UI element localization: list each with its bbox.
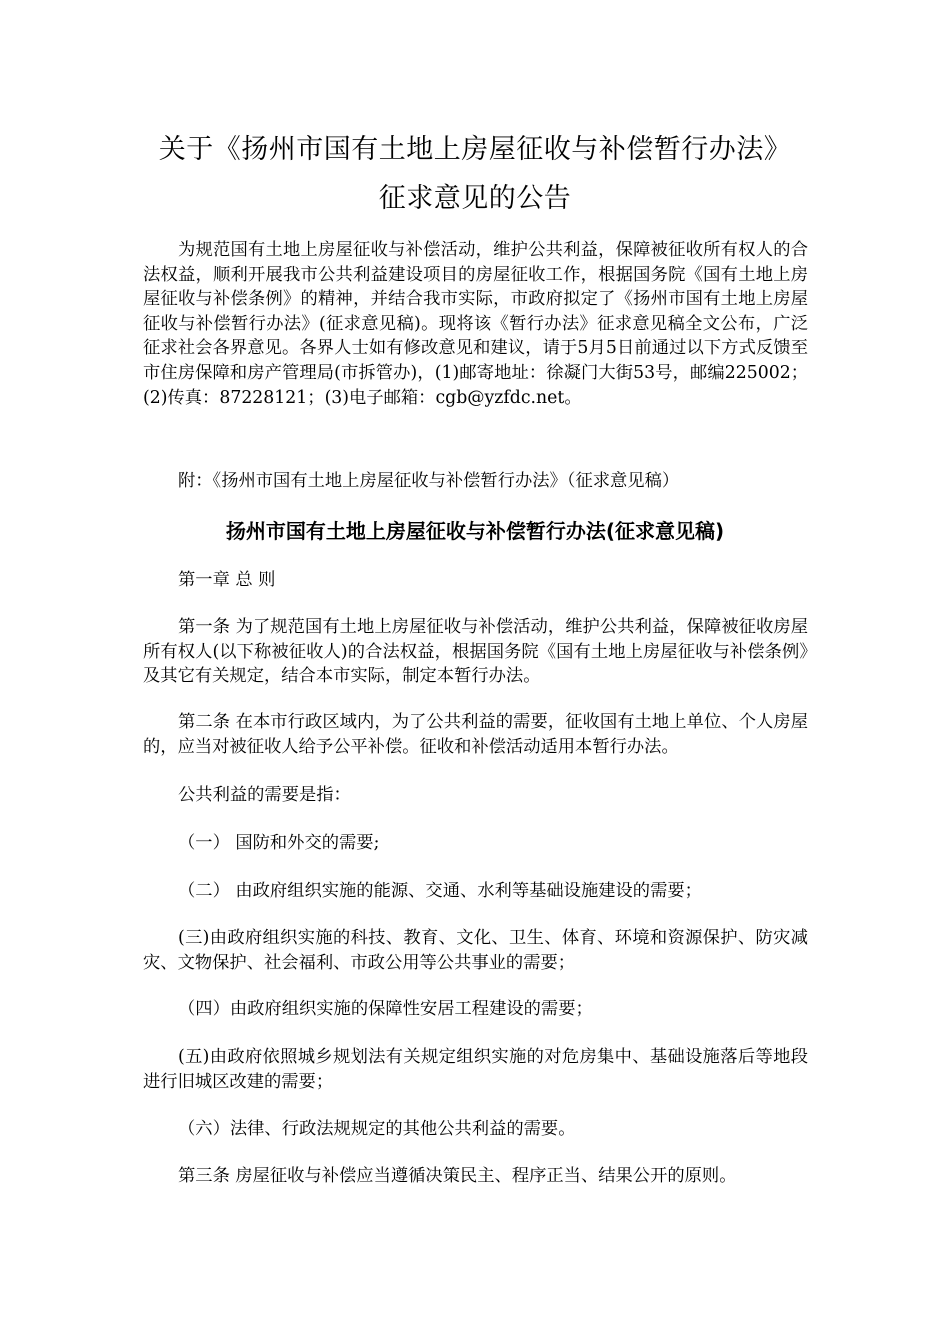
article-1: 第一条 为了规范国有土地上房屋征收与补偿活动，维护公共利益，保障被征收房屋所有权人(以下称被征收人)的合法权益，根据国务院《国有土地上房屋征收与补偿条例》及其它有关规定，结合本市实际，制定本暂行办法。 [143, 617, 808, 687]
chapter-heading: 第一章 总 则 [178, 570, 276, 590]
document-title-line2: 征求意见的公告 [378, 183, 572, 214]
regulation-subtitle: 扬州市国有土地上房屋征收与补偿暂行办法(征求意见稿) [225, 519, 725, 543]
list-item-2: （二） 由政府组织实施的能源、交通、水利等基础设施建设的需要； [178, 881, 702, 901]
list-item-5: (五)由政府依照城乡规划法有关规定组织实施的对危房集中、基础设施落后等地段进行旧城区改建的需要； [143, 1047, 808, 1092]
list-item-4: （四）由政府组织实施的保障性安居工程建设的需要； [178, 999, 593, 1019]
list-item-3: (三)由政府组织实施的科技、教育、文化、卫生、体育、环境和资源保护、防灾减灾、文物保护、社会福利、市政公用等公共事业的需要； [143, 928, 808, 973]
list-item-6: （六）法律、行政法规规定的其他公共利益的需要。 [178, 1119, 576, 1139]
list-item-1: （一） 国防和外交的需要; [178, 833, 380, 853]
article-2: 第二条 在本市行政区域内，为了公共利益的需要，征收国有土地上单位、个人房屋的，应当对被征收人给予公平补偿。征收和补偿活动适用本暂行办法。 [143, 712, 808, 757]
public-interest-intro: 公共利益的需要是指： [178, 785, 351, 805]
document-title-line1: 关于《扬州市国有土地上房屋征收与补偿暂行办法》 [158, 134, 792, 165]
article-3: 第三条 房屋征收与补偿应当遵循决策民主、程序正当、结果公开的原则。 [178, 1166, 737, 1186]
attachment-line: 附：《扬州市国有土地上房屋征收与补偿暂行办法》（征求意见稿） [178, 471, 680, 491]
intro-paragraph: 为规范国有土地上房屋征收与补偿活动，维护公共利益，保障被征收所有权人的合法权益，顺利开展我市公共利益建设项目的房屋征收工作，根据国务院《国有土地上房屋征收与补偿条例》的精神，并结合我市实际，市政府拟定了《扬州市国有土地上房屋征收与补偿暂行办法》(征求意见稿)。现将该《暂行办法》征求意见稿全文公布，广泛征求社会各界意见。各界人士如有修改意见和建议，请于5月5日前通过以下方式反馈至市住房保障和房产管理局(市拆管办)，(1)邮寄地址：徐凝门大街53号，邮编225002；(2)传真：87228121；(3)电子邮箱：cgb@yzfdc.net。 [143, 240, 808, 408]
